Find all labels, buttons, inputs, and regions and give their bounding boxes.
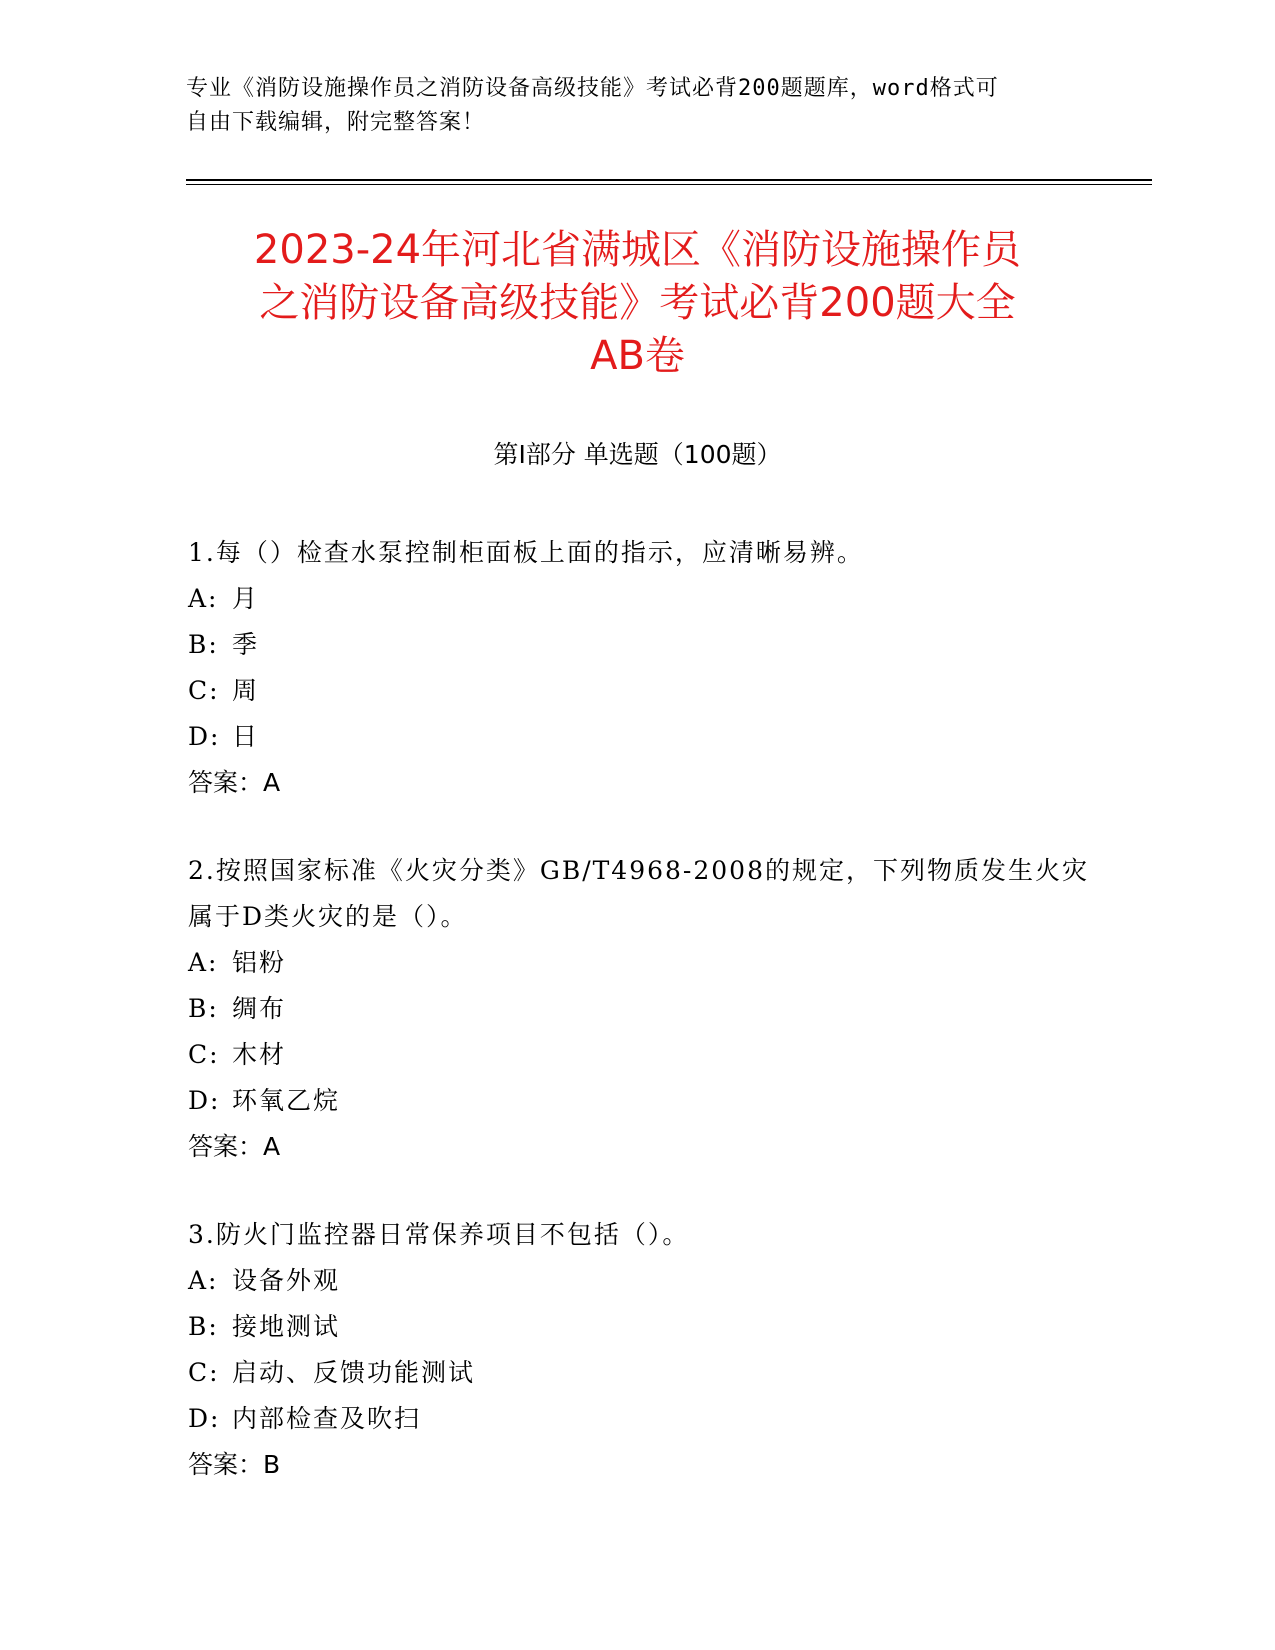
option-text: 环氧乙烷 — [232, 1086, 341, 1115]
option-text: 木材 — [232, 1040, 287, 1069]
option-text: 周 — [232, 676, 260, 705]
option-text: 内部检查及吹扫 — [232, 1404, 422, 1433]
document-title — [150, 224, 1125, 383]
question-stem: 1.每（）检查水泵控制柜面板上面的指示，应清晰易辨。 — [188, 538, 864, 567]
question-stem: 2.按照国家标准《火灾分类》GB/T4968-2008的规定，下列物质发生火灾属于D类火灾的是（）。 — [188, 856, 1089, 931]
option-text: 铝粉 — [232, 948, 287, 977]
option-text: 设备外观 — [232, 1266, 341, 1295]
option-letter: D: — [188, 722, 221, 751]
option-b — [188, 622, 1108, 668]
question-list — [188, 530, 1108, 1530]
option-letter: B: — [188, 630, 219, 659]
header-divider-thin — [186, 184, 1152, 185]
option-a — [188, 576, 1108, 622]
option-text: 月 — [232, 584, 260, 613]
option-c — [188, 1032, 1108, 1078]
option-letter: C: — [188, 676, 220, 705]
header-note — [186, 72, 1086, 140]
question-item — [188, 1212, 1108, 1488]
section-title: 第Ⅰ部分 单选题（100题） — [493, 440, 782, 469]
option-letter: B: — [188, 994, 219, 1023]
header-note-line-1: 专业《消防设施操作员之消防设备高级技能》考试必背200题题库，word格式可 — [186, 76, 999, 101]
header-note-line-2: 自由下载编辑，附完整答案！ — [186, 110, 486, 135]
option-a — [188, 1258, 1108, 1304]
option-b — [188, 986, 1108, 1032]
option-letter: A: — [188, 948, 219, 977]
option-d — [188, 1396, 1108, 1442]
option-text: 日 — [232, 722, 260, 751]
document-title-line-1: 2023-24年河北省满城区《消防设施操作员 — [253, 227, 1022, 273]
option-letter: A: — [188, 584, 219, 613]
question-item — [188, 530, 1108, 806]
option-b — [188, 1304, 1108, 1350]
option-a — [188, 940, 1108, 986]
option-letter: B: — [188, 1312, 219, 1341]
option-text: 季 — [232, 630, 260, 659]
option-c — [188, 668, 1108, 714]
answer-line: 答案：A — [188, 1132, 281, 1161]
option-text: 接地测试 — [232, 1312, 341, 1341]
header-divider-thick — [186, 179, 1152, 181]
answer-line: 答案：A — [188, 768, 281, 797]
option-c — [188, 1350, 1108, 1396]
option-letter: D: — [188, 1404, 221, 1433]
answer-line: 答案：B — [188, 1450, 281, 1479]
question-stem: 3.防火门监控器日常保养项目不包括（）。 — [188, 1220, 690, 1249]
question-item — [188, 848, 1108, 1170]
option-letter: C: — [188, 1040, 220, 1069]
document-title-line-3: AB卷 — [590, 333, 685, 379]
document-title-line-2: 之消防设备高级技能》考试必背200题大全 — [259, 280, 1016, 326]
option-text: 启动、反馈功能测试 — [232, 1358, 476, 1387]
option-d — [188, 1078, 1108, 1124]
option-d — [188, 714, 1108, 760]
option-text: 绸布 — [232, 994, 287, 1023]
option-letter: C: — [188, 1358, 220, 1387]
option-letter: D: — [188, 1086, 221, 1115]
option-letter: A: — [188, 1266, 219, 1295]
